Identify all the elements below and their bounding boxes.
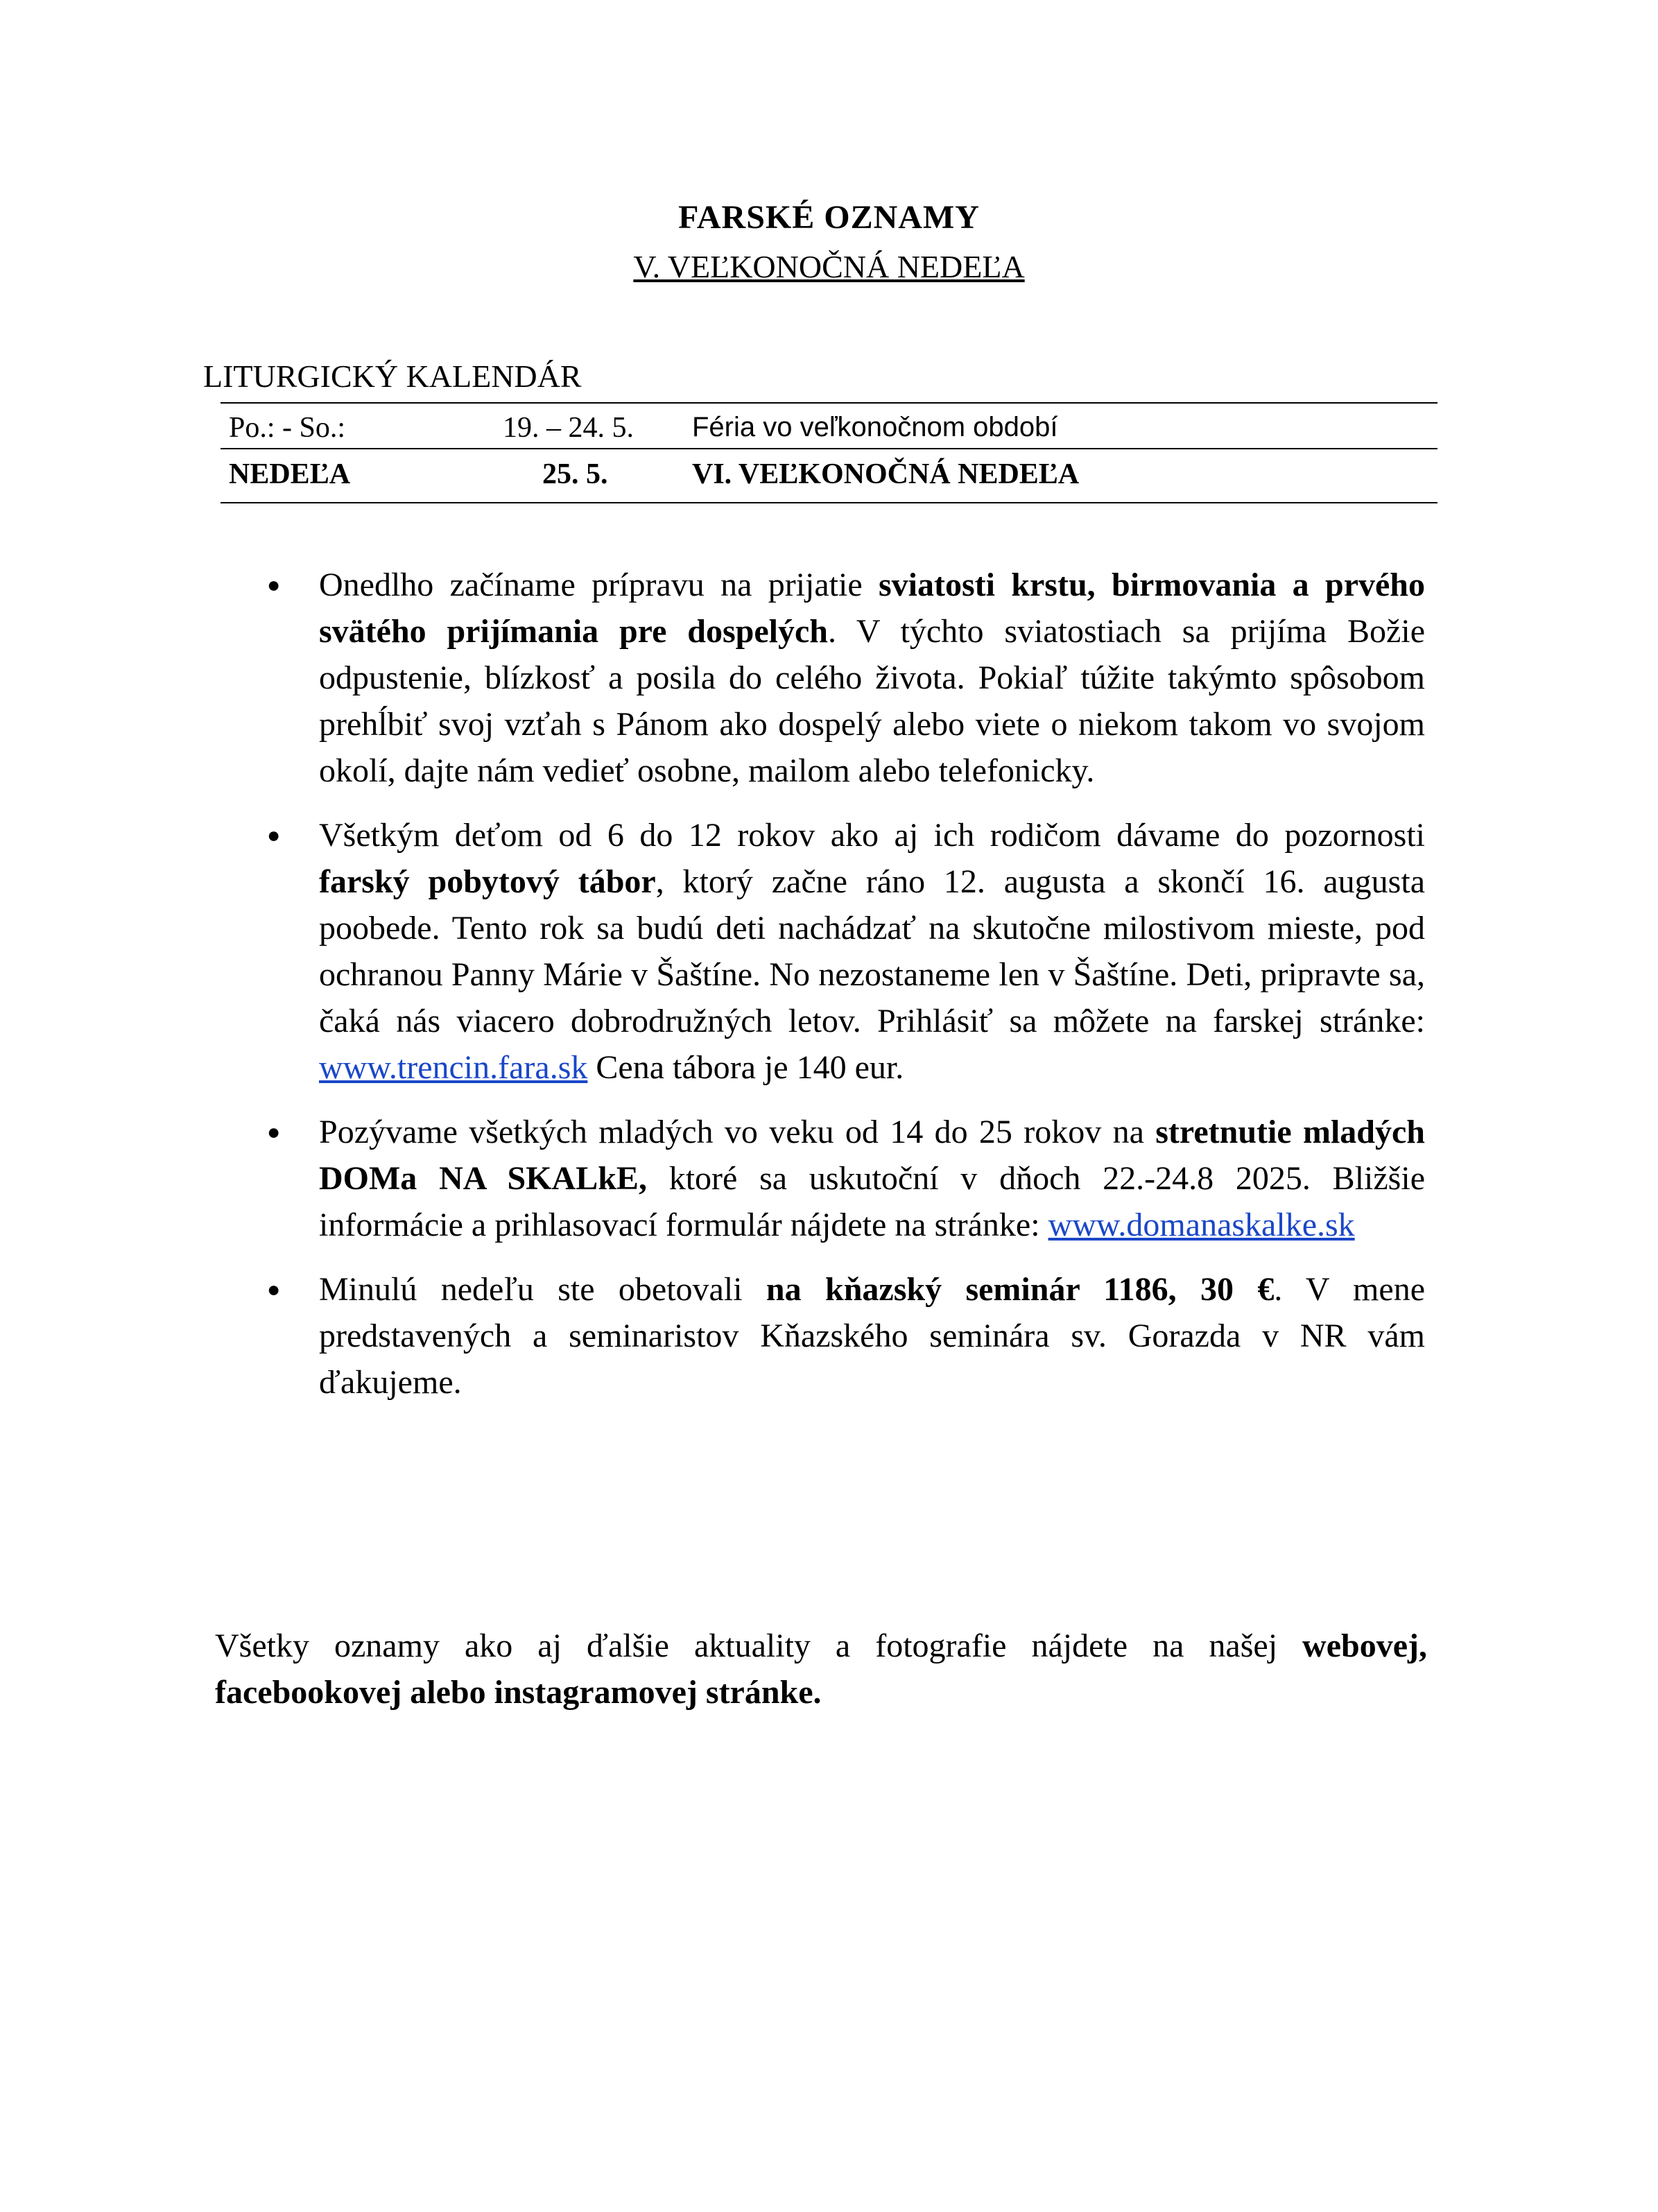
notice-emphasis: farský pobytový tábor (319, 863, 656, 900)
notice-text-part: Všetkým deťom od 6 do 12 rokov ako aj ich rodičom dávame do pozornosti (319, 817, 1425, 854)
notice-text (319, 562, 1425, 794)
notice-emphasis: na kňazský seminár 1186, 30 € (766, 1271, 1275, 1308)
calendar-date: 19. – 24. 5. (503, 412, 634, 444)
bullet-icon: ● (267, 822, 281, 847)
calendar-row-sunday (0, 460, 1658, 501)
notice-text-part: Minulú nedeľu ste obetovali (319, 1271, 766, 1308)
calendar-date: 25. 5. (542, 458, 608, 490)
notice-text-part: , ktorý začne ráno 12. augusta a skončí 16. augusta poobede. Tento rok sa budú deti nachádzať na skutočne milostivom mieste, pod ochranou Panny Márie v Šaštíne. No nezostaneme len v Šaštíne. Deti, pripravte sa, čaká nás viacero dobrodružných letov. Prihlásiť sa môžete na farskej stránke: (319, 863, 1426, 1039)
notice-text-part: Pozývame všetkých mladých vo veku od 14 do 25 rokov na (319, 1114, 1156, 1150)
page-subtitle: V. VEĽKONOČNÁ NEDEĽA (633, 249, 1025, 284)
calendar-rule-top (221, 402, 1437, 404)
notice-emphasis: sviatosti krstu, birmovania a prvého svätého prijímania pre dospelých (319, 567, 1425, 650)
notice-text-part: . V týchto sviatostiach sa prijíma Božie odpustenie, blízkosť a posila do celého života. Pokiaľ túžite takýmto spôsobom prehĺbiť svoj vzťah s Pánom ako dospelý alebo viete o niekom takom vo svojom okolí, dajte nám vedieť osobne, mailom alebo telefonicky. (319, 613, 1425, 789)
notice-sacraments (0, 562, 1658, 794)
calendar-rule-middle (221, 448, 1437, 449)
notice-text-part: . V mene predstavených a seminaristov Kňazského seminára sv. Gorazda v NR vám ďakujeme. (319, 1271, 1426, 1401)
parish-website-link[interactable]: www.trencin.fara.sk (319, 1049, 588, 1086)
calendar-celebration: Féria vo veľkonočnom období (692, 412, 1058, 442)
calendar-day: Po.: - So.: (229, 412, 346, 444)
footer-text: Všetky oznamy ako aj ďalšie aktuality a fotografie nájdete na našej (215, 1627, 1303, 1664)
bullet-icon: ● (267, 1277, 281, 1302)
calendar-day: NEDEĽA (229, 458, 351, 490)
notice-text-part: Onedlho začíname prípravu na prijatie (319, 567, 879, 603)
calendar-celebration: VI. VEĽKONOČNÁ NEDEĽA (692, 458, 1080, 490)
notice-text (319, 812, 1425, 1091)
bullet-icon: ● (267, 1119, 281, 1144)
calendar-heading: LITURGICKÝ KALENDÁR (203, 358, 582, 394)
notice-list (0, 562, 1658, 1424)
youth-website-link[interactable]: www.domanaskalke.sk (1048, 1207, 1355, 1243)
notice-text (319, 1266, 1425, 1406)
notice-summer-camp (0, 812, 1658, 1091)
calendar-rule-bottom (221, 502, 1437, 503)
notice-text-part: Cena tábora je 140 eur. (587, 1049, 904, 1086)
notice-seminary-collection (0, 1266, 1658, 1406)
page-title: FARSKÉ OZNAMY (678, 199, 980, 236)
notice-emphasis: stretnutie mladých DOMa NA SKALkE, (319, 1114, 1425, 1197)
notice-youth-meeting (0, 1109, 1658, 1248)
notice-text (319, 1109, 1425, 1248)
footer-note (215, 1623, 1427, 1716)
notice-text-part: ktoré sa uskutoční v dňoch 22.-24.8 2025. Bližšie informácie a prihlasovací formulár nájdete na stránke: (319, 1160, 1425, 1243)
footer-emphasis: webovej, facebookovej alebo instagramovej stránke. (215, 1627, 1427, 1711)
bullet-icon: ● (267, 572, 281, 597)
